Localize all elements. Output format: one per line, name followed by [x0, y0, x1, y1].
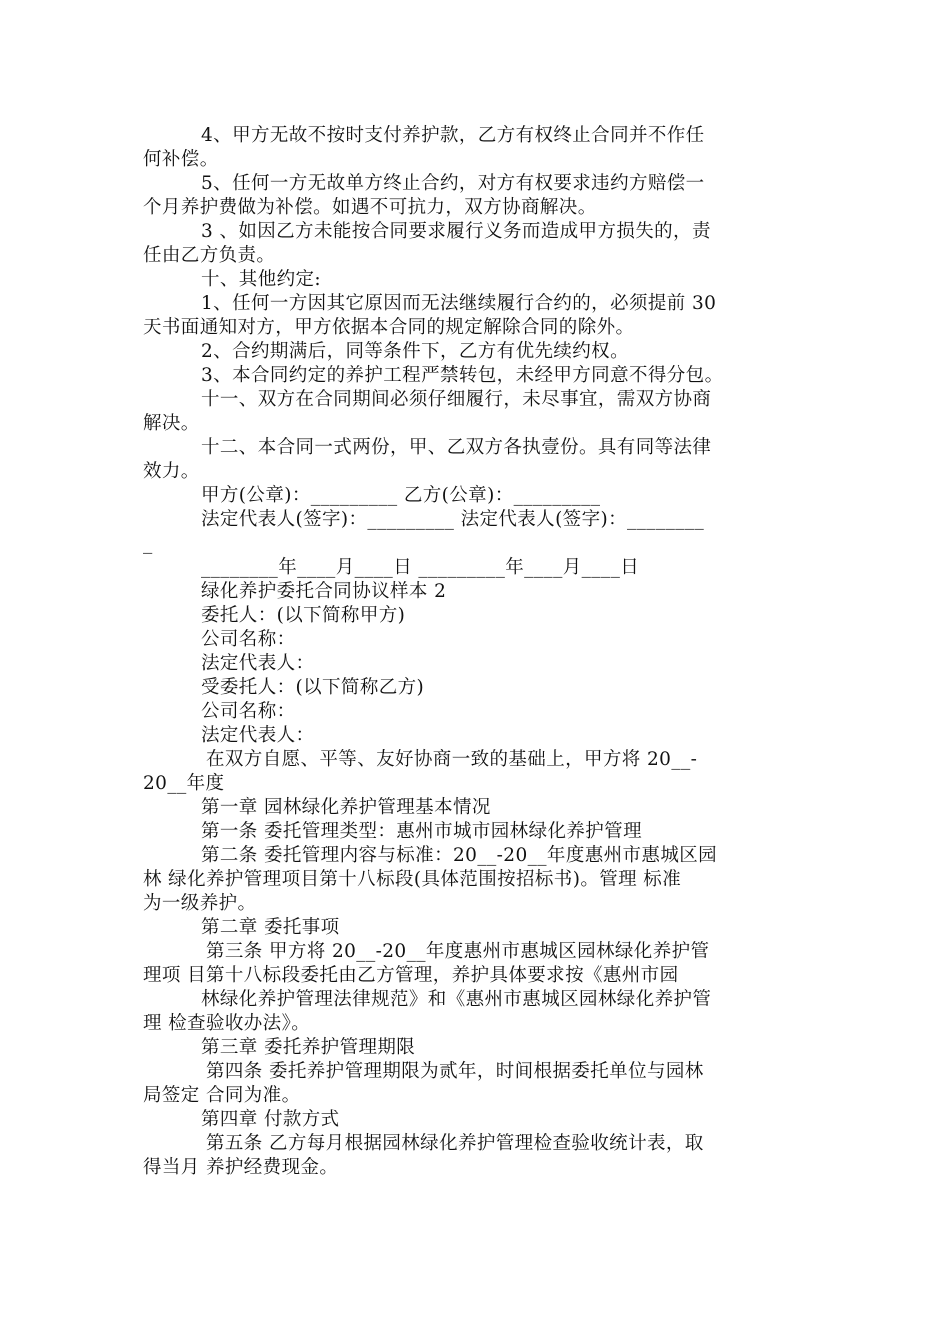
text-line: ________年____月____日 _________年____月____日 — [201, 557, 640, 578]
text-line: _ — [143, 533, 153, 554]
text-line: 受委托人：(以下简称乙方) — [201, 677, 425, 698]
text-line: 第四章 付款方式 — [201, 1109, 340, 1130]
text-line: 5、任何一方无故单方终止合约，对方有权要求违约方赔偿一 — [201, 173, 705, 194]
text-line: 何补偿。 — [143, 149, 219, 170]
text-line: 十一、双方在合同期间必须仔细履行，未尽事宜，需双方协商 — [201, 389, 712, 410]
text-line: 第三条 甲方将 20__-20__年度惠州市惠城区园林绿化养护管 — [206, 941, 710, 962]
text-line: 在双方自愿、平等、友好协商一致的基础上，甲方将 20__- — [206, 749, 698, 770]
text-line: 林 绿化养护管理项目第十八标段(具体范围按招标书)。管理 标准 — [143, 869, 682, 890]
text-line: 天书面通知对方，甲方依据本合同的规定解除合同的除外。 — [143, 317, 635, 338]
text-line: 得当月 养护经费现金。 — [143, 1157, 339, 1178]
text-line: 公司名称： — [201, 629, 296, 650]
text-line: 任由乙方负责。 — [143, 245, 276, 266]
text-line: 第一章 园林绿化养护管理基本情况 — [201, 797, 491, 818]
text-line: 林绿化养护管理法律规范》和《惠州市惠城区园林绿化养护管 — [201, 989, 712, 1010]
text-line: 十、其他约定: — [201, 269, 322, 290]
text-line: 第二章 委托事项 — [201, 917, 340, 938]
text-line: 甲方(公章)：_________ 乙方(公章)：_________ — [201, 485, 601, 506]
text-line: 2、合约期满后，同等条件下，乙方有优先续约权。 — [201, 341, 629, 362]
text-line: 为一级养护。 — [143, 893, 257, 914]
text-line: 理 检查验收办法》。 — [143, 1013, 311, 1034]
text-line: 第二条 委托管理内容与标准：20__-20__年度惠州市惠城区园 — [201, 845, 718, 866]
text-line: 绿化养护委托合同协议样本 2 — [201, 581, 447, 602]
text-line: 3 、如因乙方未能按合同要求履行义务而造成甲方损失的，责 — [201, 221, 711, 242]
text-line: 解决。 — [143, 413, 200, 434]
text-line: 3、本合同约定的养护工程严禁转包，未经甲方同意不得分包。 — [201, 365, 724, 386]
document-page — [143, 124, 808, 1180]
text-line: 理项 目第十八标段委托由乙方管理，养护具体要求按《惠州市园 — [143, 965, 679, 986]
text-line: 1、任何一方因其它原因而无法继续履行合约的，必须提前 30 — [201, 293, 717, 314]
text-line: 委托人：(以下简称甲方) — [201, 605, 406, 626]
text-line: 效力。 — [143, 461, 200, 482]
text-line: 个月养护费做为补偿。如遇不可抗力，双方协商解决。 — [143, 197, 597, 218]
text-line: 法定代表人： — [201, 653, 315, 674]
text-line: 法定代表人(签字)：_________ 法定代表人(签字)：________ — [201, 509, 705, 530]
text-line: 第五条 乙方每月根据园林绿化养护管理检查验收统计表，取 — [206, 1133, 704, 1154]
text-line: 局签定 合同为准。 — [143, 1085, 301, 1106]
text-line: 4、甲方无故不按时支付养护款，乙方有权终止合同并不作任 — [201, 125, 705, 146]
text-line: 第三章 委托养护管理期限 — [201, 1037, 416, 1058]
text-line: 20__年度 — [143, 773, 225, 794]
text-line: 公司名称： — [201, 701, 296, 722]
text-line: 第四条 委托养护管理期限为贰年，时间根据委托单位与园林 — [206, 1061, 704, 1082]
text-line: 十二、本合同一式两份，甲、乙双方各执壹份。具有同等法律 — [201, 437, 712, 458]
text-line: 法定代表人： — [201, 725, 315, 746]
text-line: 第一条 委托管理类型：惠州市城市园林绿化养护管理 — [201, 821, 642, 842]
